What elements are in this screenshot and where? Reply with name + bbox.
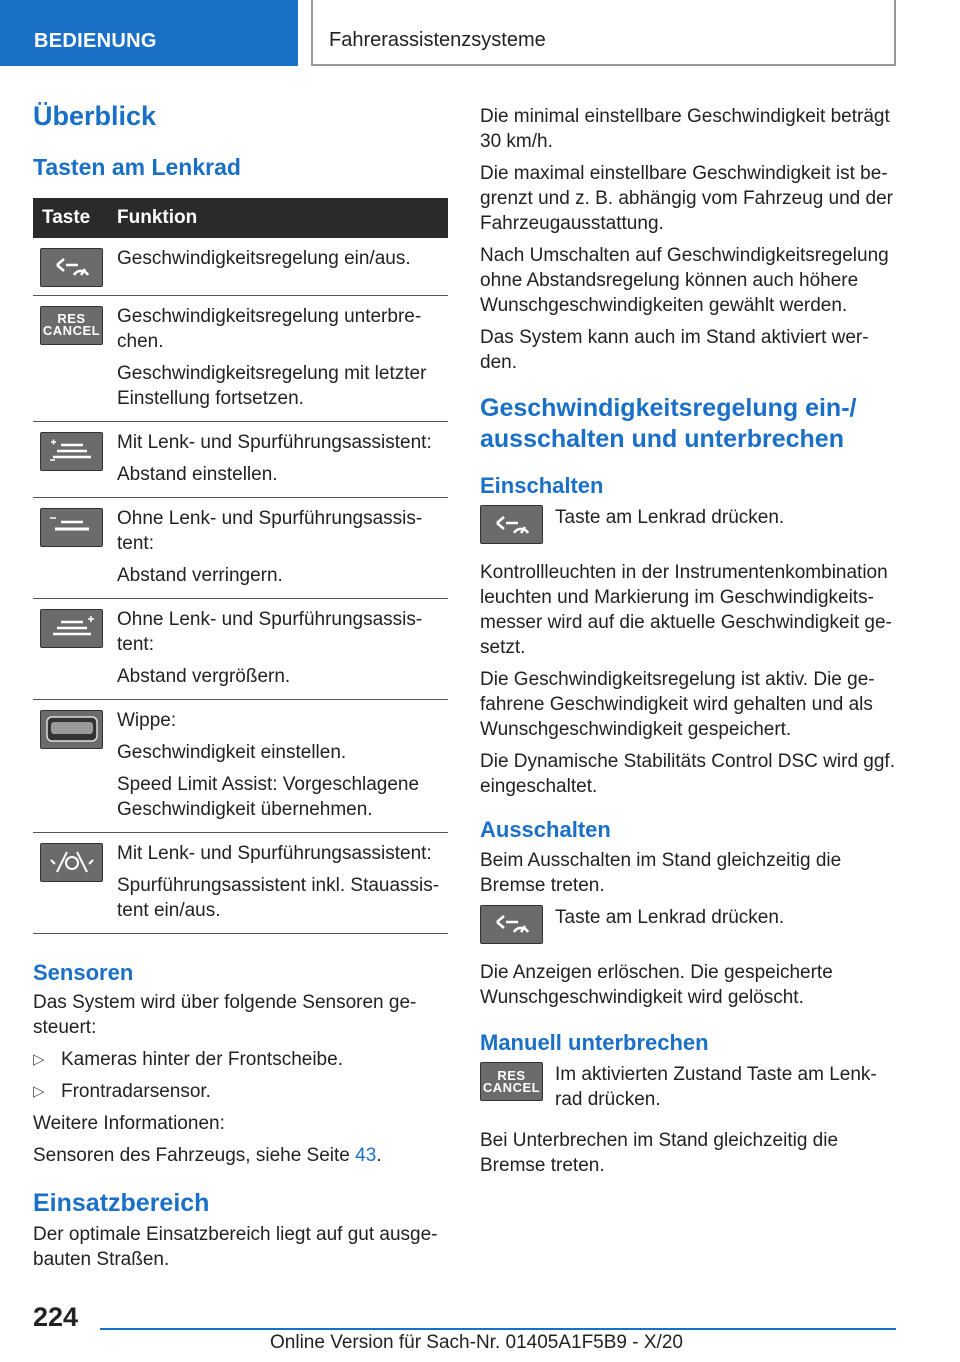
table-row bbox=[33, 296, 448, 422]
left-column bbox=[33, 100, 448, 1272]
footer-divider bbox=[100, 1328, 896, 1330]
key-instruction bbox=[480, 905, 896, 944]
header-chapter: Fahrerassistenzsysteme bbox=[311, 0, 896, 66]
sensors-intro: Das System wird über folgende Sensoren ge-steuert: bbox=[33, 992, 417, 1039]
paragraph: Die Geschwindigkeitsregelung ist aktiv. Die ge-fahrene Geschwindigkeit wird gehalten und als Wunschgeschwindigkeit gespeichert. bbox=[480, 669, 875, 741]
function-text: Geschwindigkeit einstellen. bbox=[117, 741, 347, 763]
paragraph: Die maximal einstellbare Geschwindigkeit ist be-grenzt und z. B. abhängig vom Fahrzeug und der Fahrzeugausstattung. bbox=[480, 163, 893, 234]
key-instruction bbox=[480, 1062, 896, 1112]
distance-adjust-icon bbox=[40, 432, 103, 471]
table-row bbox=[33, 833, 448, 934]
key-label-res: RES bbox=[57, 311, 86, 327]
function-text: Abstand verringern. bbox=[117, 564, 283, 586]
heading-overview: Überblick bbox=[33, 101, 157, 131]
header-section: BEDIENUNG bbox=[0, 0, 298, 66]
list-item-text: Kameras hinter der Frontscheibe. bbox=[61, 1049, 343, 1071]
function-text: Ohne Lenk- und Spurführungsassis-tent: bbox=[117, 608, 423, 655]
key-instruction bbox=[480, 505, 896, 544]
bullet-triangle-icon: ▷ bbox=[33, 1083, 45, 1101]
table-row bbox=[33, 422, 448, 498]
paragraph: Die Anzeigen erlöschen. Die gespeicherte Wunschgeschwindigkeit wird gelöscht. bbox=[480, 961, 833, 1008]
list-item bbox=[33, 1047, 448, 1072]
list-item-text: Frontradarsensor. bbox=[61, 1081, 211, 1103]
cruise-control-icon bbox=[480, 505, 543, 544]
function-text: Mit Lenk- und Spurführungsassistent: bbox=[117, 842, 432, 864]
heading-steering-keys: Tasten am Lenkrad bbox=[33, 154, 241, 181]
paragraph: Die minimal einstellbare Geschwindigkeit beträgt 30 km/h. bbox=[480, 106, 890, 152]
more-info-label: Weitere Informationen: bbox=[33, 1113, 225, 1135]
function-text: Geschwindigkeitsregelung mit letzter Einstellung fortsetzen. bbox=[117, 362, 427, 409]
reference-end: . bbox=[376, 1145, 382, 1167]
heading-switch-on: Einschalten bbox=[480, 473, 604, 498]
function-text: Wippe: bbox=[117, 709, 177, 731]
table-row bbox=[33, 498, 448, 599]
res-cancel-icon bbox=[480, 1062, 543, 1101]
steering-assist-icon bbox=[40, 843, 103, 882]
function-text: Geschwindigkeitsregelung ein/aus. bbox=[117, 247, 411, 269]
key-label-cancel: CANCEL bbox=[482, 1079, 541, 1095]
function-text: Abstand vergrößern. bbox=[117, 665, 291, 687]
rocker-switch-icon bbox=[40, 710, 103, 749]
table-row bbox=[33, 700, 448, 833]
range-text: Der optimale Einsatzbereich liegt auf gut ausge-bauten Straßen. bbox=[33, 1224, 438, 1271]
key-instruction-text: Im aktivierten Zustand Taste am Lenk-rad drücken. bbox=[555, 1064, 877, 1111]
right-column bbox=[480, 104, 896, 1178]
distance-decrease-icon bbox=[40, 508, 103, 547]
footer-text: Online Version für Sach-Nr. 01405A1F5B9 - X/20 bbox=[270, 1332, 683, 1353]
function-text: Geschwindigkeitsregelung unterbre-chen. bbox=[117, 305, 422, 352]
function-text: Abstand einstellen. bbox=[117, 463, 278, 485]
cruise-control-icon bbox=[480, 905, 543, 944]
table-header bbox=[33, 198, 448, 238]
paragraph: Nach Umschalten auf Geschwindigkeitsregelung ohne Abstandsregelung können auch höhere Wunschgeschwindigkeiten gewählt werden. bbox=[480, 245, 889, 316]
function-text: Speed Limit Assist: Vorgeschlagene Geschwindigkeit übernehmen. bbox=[117, 773, 420, 820]
reference-text: Sensoren des Fahrzeugs, siehe Seite bbox=[33, 1145, 350, 1167]
heading-on-off: Geschwindigkeitsregelung ein-/ ausschalten und unterbrechen bbox=[480, 394, 857, 453]
page-link[interactable]: 43 bbox=[355, 1145, 377, 1167]
key-instruction-text: Taste am Lenkrad drücken. bbox=[555, 507, 785, 529]
key-label-res: RES bbox=[497, 1067, 526, 1083]
keys-table bbox=[33, 198, 448, 934]
heading-interrupt: Manuell unterbrechen bbox=[480, 1029, 709, 1055]
table-header-key: Taste bbox=[42, 206, 91, 228]
sensors-reference bbox=[33, 1143, 448, 1168]
function-text: Spurführungsassistent inkl. Stauassis-tent ein/aus. bbox=[117, 874, 440, 921]
list-item bbox=[33, 1079, 448, 1104]
heading-range: Einsatzbereich bbox=[33, 1189, 210, 1218]
paragraph: Die Dynamische Stabilitäts Control DSC wird ggf. eingeschaltet. bbox=[480, 751, 895, 798]
heading-switch-off: Ausschalten bbox=[480, 817, 611, 843]
table-row bbox=[33, 599, 448, 700]
key-label-cancel: CANCEL bbox=[42, 323, 101, 339]
function-text: Mit Lenk- und Spurführungsassistent: bbox=[117, 431, 432, 453]
paragraph: Kontrollleuchten in der Instrumentenkombination leuchten und Markierung im Geschwindigkeits-messer wird auf die aktuelle Geschwindigkeit ge-setzt. bbox=[480, 562, 892, 659]
bullet-triangle-icon: ▷ bbox=[33, 1051, 45, 1069]
paragraph: Das System kann auch im Stand aktiviert wer-den. bbox=[480, 327, 869, 373]
function-text: Ohne Lenk- und Spurführungsassis-tent: bbox=[117, 507, 423, 554]
distance-increase-icon bbox=[40, 609, 103, 648]
paragraph: Beim Ausschalten im Stand gleichzeitig die Bremse treten. bbox=[480, 849, 842, 896]
key-instruction-text: Taste am Lenkrad drücken. bbox=[555, 906, 785, 928]
paragraph: Bei Unterbrechen im Stand gleichzeitig die Bremse treten. bbox=[480, 1130, 839, 1177]
table-row bbox=[33, 238, 448, 296]
page-number: 224 bbox=[33, 1302, 79, 1332]
heading-sensors: Sensoren bbox=[33, 959, 134, 985]
cruise-control-icon bbox=[40, 248, 103, 287]
table-header-function: Funktion bbox=[117, 206, 198, 228]
res-cancel-icon bbox=[40, 306, 103, 345]
